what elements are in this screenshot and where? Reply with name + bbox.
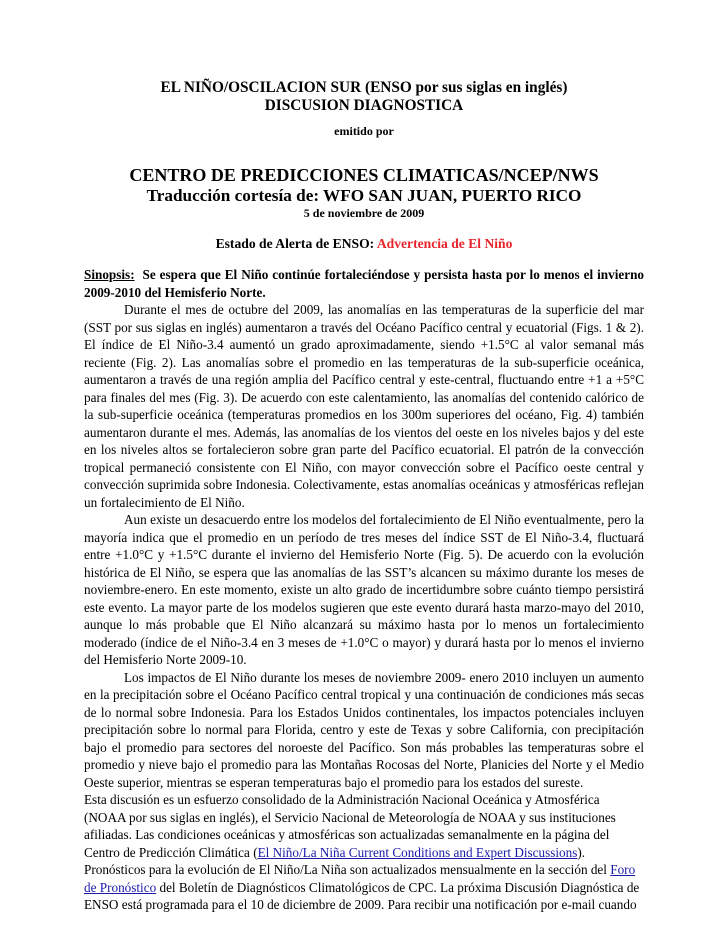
document-body: [84, 266, 644, 914]
paragraph-2: Aun existe un desacuerdo entre los modelos del fortalecimiento de El Niño eventualmente, pero la mayoría indica que el promedio en un período de tres meses del índice SST de El Niño-3.4, fluctuará entre +1.0°C y +1.5°C durante el invierno del Hemisferio Norte (Fig. 5). De acuerdo con la evolución histórica de El Niño, se espera que las anomalías de las SST’s alcancen su máximo durante los meses de noviembre-enero. En este momento, existe un alto grado de incertidumbre sobre cuánto tiempo persistirá este evento. La mayor parte de los modelos sugieren que este evento durará hasta marzo-mayo del 2010, aunque lo más probable que El Niño alcanzará su máximo hasta por lo menos un fortalecimiento moderado (índice de el Niño-3.4 en 3 meses de +1.0°C o mayor) y durará hasta por lo menos el invierno del Hemisferio Norte 2009-10.: [84, 512, 644, 667]
alert-value: Advertencia de El Niño: [376, 236, 513, 251]
closing-paragraph: [84, 791, 644, 914]
issued-by: emitido por: [334, 124, 394, 138]
alert-label: Estado de Alerta de ENSO:: [215, 236, 375, 251]
forecast-forum-link[interactable]: Foro de Pronóstico: [84, 862, 636, 895]
paragraph-3: Los impactos de El Niño durante los meses de noviembre 2009- enero 2010 incluyen un aumento en la precipitación sobre el Océano Pacífico central tropical y una continuación de condiciones más secas de lo normal sobre Indonesia. Para los Estados Unidos continentales, los impactos potenciales incluyen precipitación sobre lo normal para Florida, centro y este de Texas y sobre California, con precipitación bajo el promedio para sectores del noroeste del Pacífico. Son más probables las temperaturas sobre el promedio y nieve bajo el promedio para las Montañas Rocosas del Norte, Planicies del Norte y el Medio Oeste superior, mientras se esperan temperaturas bajo el promedio para los estados del sureste.: [84, 669, 644, 790]
center-name: CENTRO DE PREDICCIONES CLIMATICAS/NCEP/NWS: [129, 165, 599, 185]
synopsis: [84, 266, 644, 301]
current-conditions-link[interactable]: El Niño/La Niña Current Conditions and Expert Discussions: [257, 844, 578, 860]
closing-text-2: ). Pronósticos para la evolución de El Niño/La Niña son actualizados mensualmente en la sección del: [84, 844, 611, 877]
alert-status: [84, 236, 644, 252]
closing-text-1: Esta discusión es un esfuerzo consolidado de la Administración Nacional Oceánica y Atmosférica (NOAA por sus siglas en inglés), el Servicio Nacional de Meteorología de NOAA y sus instituciones afiliadas. Las condiciones oceánicas y atmosféricas son actualizadas semanalmente en la página del Centro de Predicción Climática (: [84, 792, 616, 860]
issue-date: 5 de noviembre de 2009: [303, 206, 425, 220]
closing-text-3: del Boletín de Diagnósticos Climatológicos de CPC. La próxima Discusión Diagnóstica de ENSO está programada para el 10 de diciembre de 2009. Para recibir una notificación por e-mail cuando: [84, 879, 640, 912]
synopsis-text: Se espera que El Niño continúe fortaleciéndose y persista hasta por lo menos el invierno 2009-2010 del Hemisferio Norte.: [84, 267, 645, 300]
synopsis-label: Sinopsis:: [84, 267, 135, 282]
document-title: EL NIÑO/OSCILACION SUR (ENSO por sus siglas en inglés): [160, 79, 568, 96]
translation-credit: Traducción cortesía de: WFO SAN JUAN, PUERTO RICO: [146, 186, 582, 205]
paragraph-1: Durante el mes de octubre del 2009, las anomalías en las temperaturas de la superficie del mar (SST por sus siglas en inglés) aumentaron a través del Océano Pacífico central y ecuatorial (Figs. 1 & 2). El índice de El Niño-3.4 aumentó un grado aproximadamente, siendo +1.5°C al valor semanal más reciente (Fig. 2). Las anomalías sobre el promedio en las temperaturas de la sub-superficie oceánica, aumentaron a través de una región amplia del Pacífico central y este-central, fluctuando entre +1 a +5°C para finales del mes (Fig. 3). De acuerdo con este calentamiento, las anomalías del contenido calórico de la sub-superficie oceánica (temperaturas promedios en los 300m superiores del océano, Fig. 4) también aumentaron durante el mes. Además, las anomalías de los vientos del oeste en los niveles bajos y del este en los niveles altos se fortalecieron sobre gran parte del Pacífico ecuatorial. El patrón de la convección tropical permaneció consistente con El Niño, con mayor convección sobre el Pacífico oeste central y convección suprimida sobre Indonesia. Colectivamente, estas anomalías oceánicas y atmosféricas reflejan un fortalecimiento de El Niño.: [84, 302, 644, 510]
document-subtitle: DISCUSION DIAGNOSTICA: [264, 97, 464, 114]
